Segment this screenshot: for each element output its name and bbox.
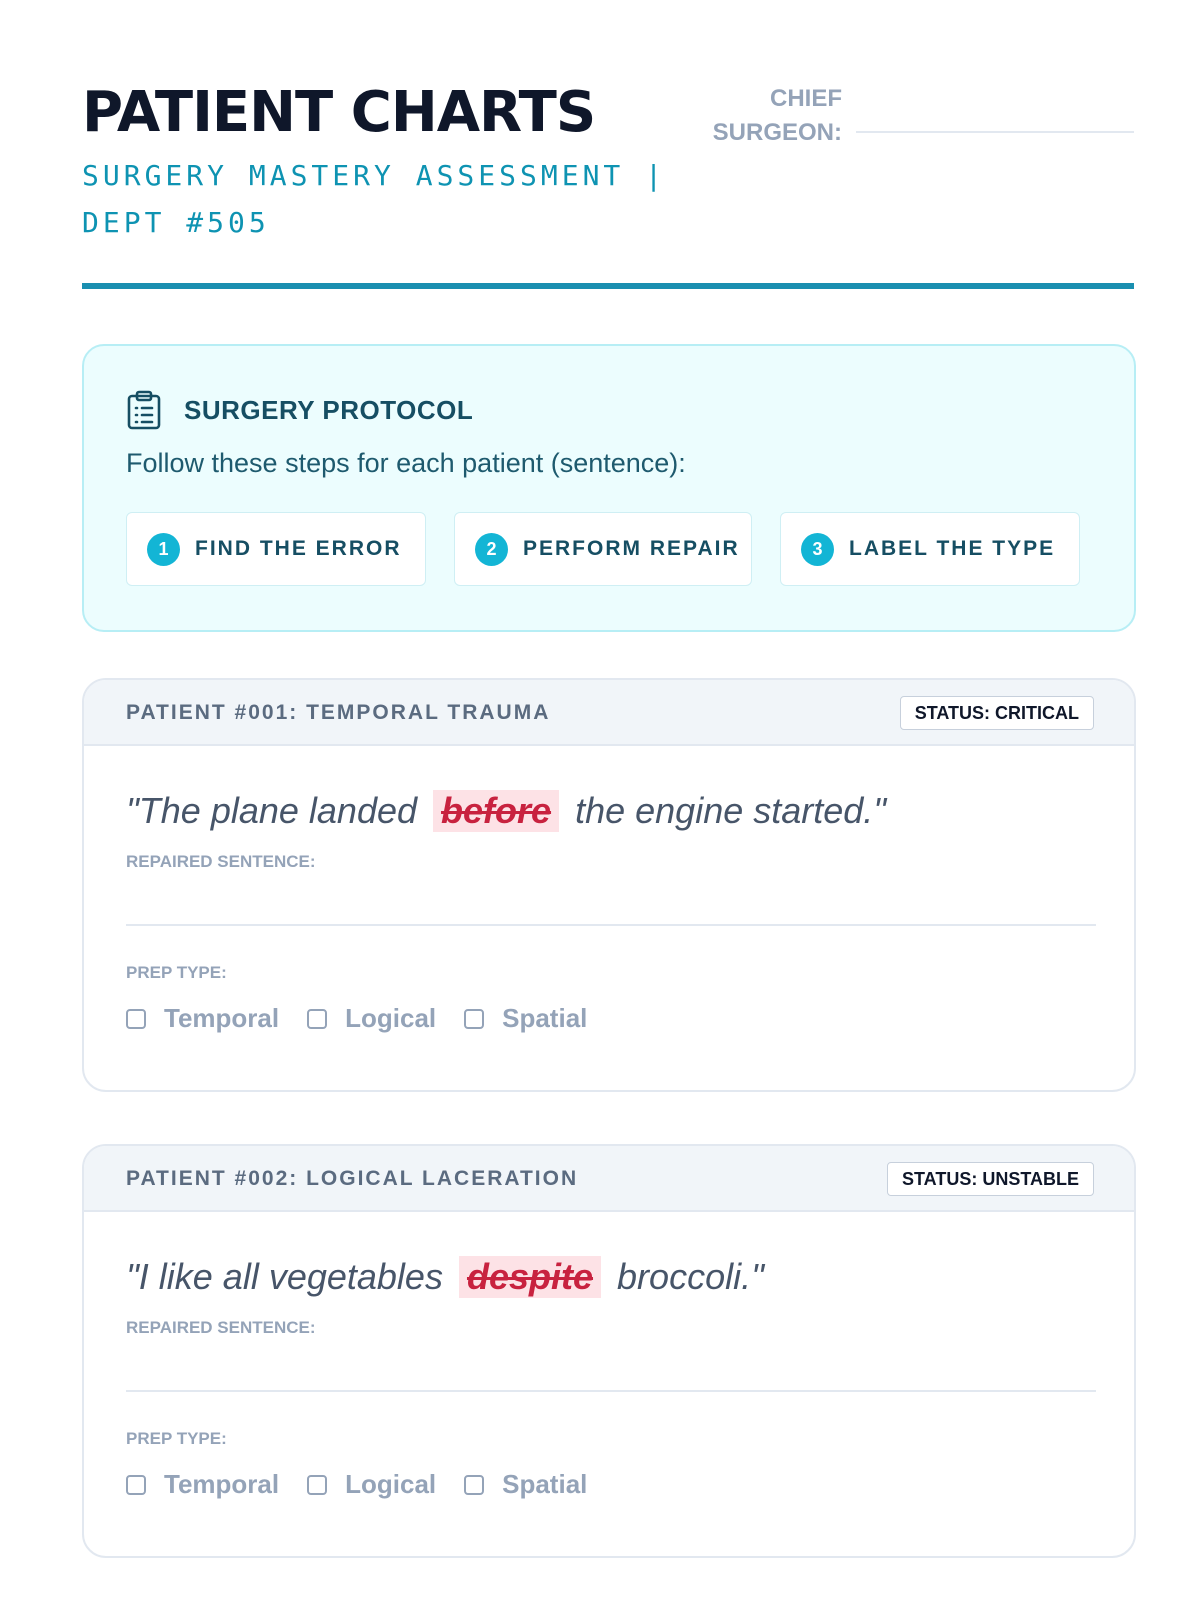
option-label: Spatial [502,1003,588,1033]
page-subtitle: SURGERY MASTERY ASSESSMENT | DEPT #505 [82,159,667,239]
sentence-end: broccoli." [617,1256,764,1297]
step-label: FIND THE ERROR [195,537,402,560]
patient-card-header [84,680,1134,746]
checkbox[interactable] [464,1009,484,1029]
step-number: 2 [475,533,508,566]
step-perform-repair [454,512,752,586]
step-number: 3 [801,533,834,566]
chief-surgeon-field[interactable] [856,131,1134,133]
step-label-type [780,512,1080,586]
repaired-sentence-input[interactable] [126,878,1096,926]
sentence-end: the engine started." [575,790,887,831]
status-badge: STATUS: CRITICAL [900,696,1094,730]
step-label: PERFORM REPAIR [523,537,740,560]
option-label: Temporal [164,1469,280,1499]
prep-type-options [126,1469,615,1500]
option-label: Spatial [502,1469,588,1499]
header-divider [82,283,1134,289]
sentence-start: "I like all vegetables [126,1256,443,1297]
option-label: Logical [345,1003,437,1033]
option-label: Logical [345,1469,437,1499]
checkbox[interactable] [464,1475,484,1495]
repaired-sentence-label: REPAIRED SENTENCE: [126,852,316,871]
protocol-heading [126,390,473,430]
prep-type-label: PREP TYPE: [126,963,227,982]
step-number: 1 [147,533,180,566]
error-word: despite [459,1256,601,1298]
patient-sentence [126,790,886,832]
checkbox[interactable] [307,1475,327,1495]
patient-title: PATIENT #002: LOGICAL LACERATION [126,1167,579,1190]
repaired-sentence-input[interactable] [126,1344,1096,1392]
patient-title: PATIENT #001: TEMPORAL TRAUMA [126,701,551,724]
option-temporal[interactable] [126,1003,279,1034]
prep-type-options [126,1003,615,1034]
patient-sentence [126,1256,764,1298]
prep-type-label: PREP TYPE: [126,1429,227,1448]
step-label: LABEL THE TYPE [849,537,1056,560]
option-spatial[interactable] [464,1003,587,1034]
checkbox[interactable] [126,1009,146,1029]
option-logical[interactable] [307,1003,436,1034]
repaired-sentence-label: REPAIRED SENTENCE: [126,1318,316,1337]
clipboard-icon [126,390,162,430]
protocol-description: Follow these steps for each patient (sentence): [126,448,686,478]
patient-card [82,678,1136,1092]
chief-surgeon-label: CHIEF SURGEON: [712,85,842,146]
option-spatial[interactable] [464,1469,587,1500]
option-temporal[interactable] [126,1469,279,1500]
page-title: PATIENT CHARTS [82,80,596,145]
checkbox[interactable] [307,1009,327,1029]
checkbox[interactable] [126,1475,146,1495]
option-logical[interactable] [307,1469,436,1500]
option-label: Temporal [164,1003,280,1033]
status-badge: STATUS: UNSTABLE [887,1162,1094,1196]
surgery-protocol-panel [82,344,1136,632]
error-word: before [433,790,559,832]
patient-card-header [84,1146,1134,1212]
protocol-title: SURGERY PROTOCOL [184,394,474,425]
step-find-error [126,512,426,586]
patient-card [82,1144,1136,1558]
sentence-start: "The plane landed [126,790,418,831]
